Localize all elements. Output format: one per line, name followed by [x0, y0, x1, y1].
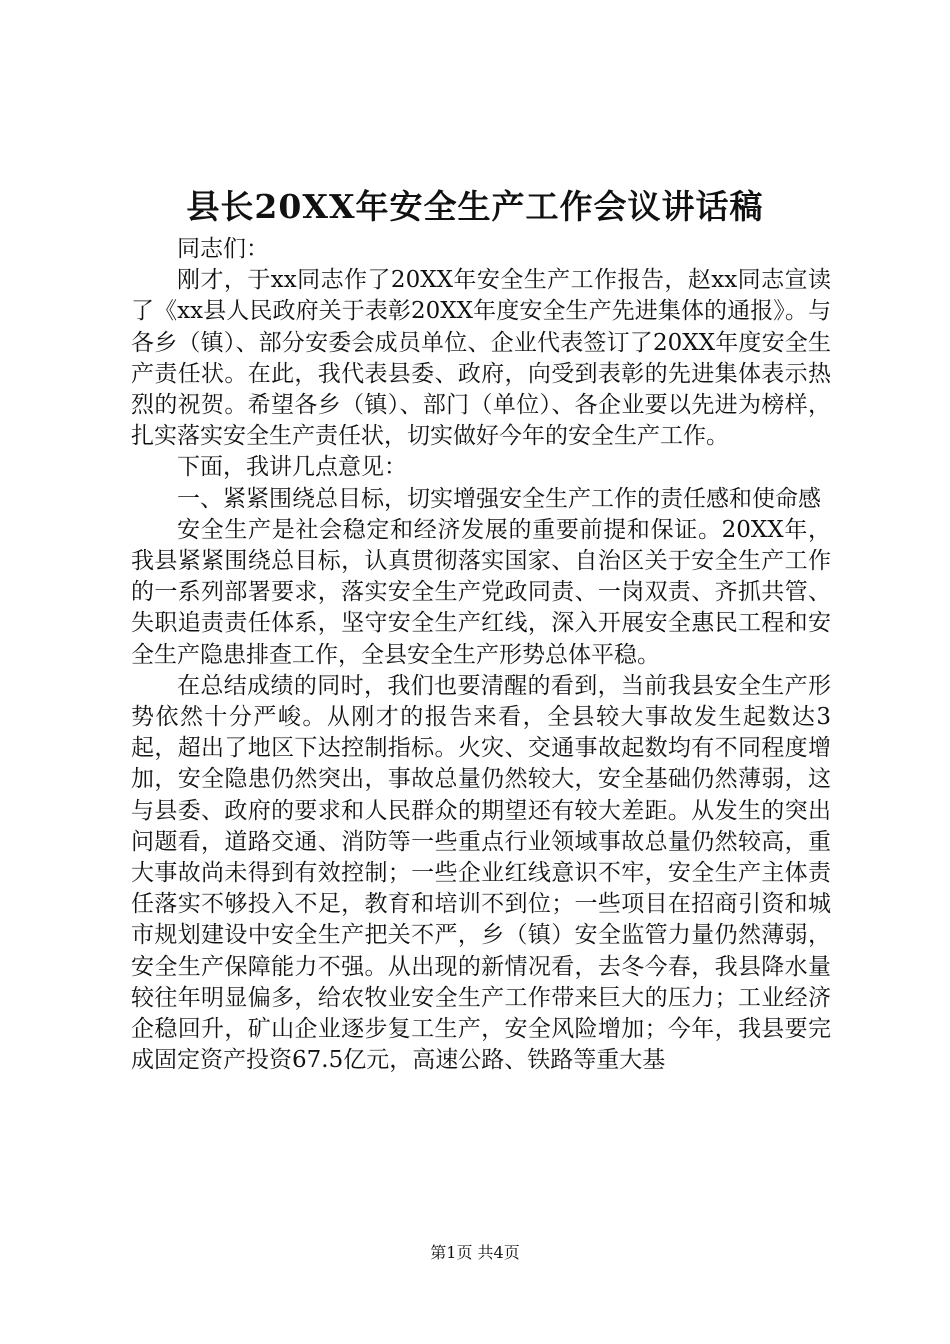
salutation-paragraph: 同志们： [177, 236, 269, 262]
document-body [131, 234, 831, 1076]
body-paragraph: 在总结成绩的同时，我们也要清醒的看到，当前我县安全生产形势依然十分严峻。从刚才的报告来看，全县较大事故发生起数达3起，超出了地区下达控制指标。火灾、交通事故起数均有不同程度增加，安全隐患仍然突出，事故总量仍然较大，安全基础仍然薄弱，这与县委、政府的要求和人民群众的期望还有较大差距。从发生的突出问题看，道路交通、消防等一些重点行业领域事故总量仍然较高，重大事故尚未得到有效控制；一些企业红线意识不牢，安全生产主体责任落实不够投入不足，教育和培训不到位；一些项目在招商引资和城市规划建设中安全生产把关不严，乡（镇）安全监管力量仍然薄弱，安全生产保障能力不强。从出现的新情况看，去冬今春，我县降水量较往年明显偏多，给农牧业安全生产工作带来巨大的压力；工业经济企稳回升，矿山企业逐步复工生产，安全风险增加；今年，我县要完成固定资产投资67.5亿元，高速公路、铁路等重大基 [131, 672, 831, 1074]
section-heading: 一、紧紧围绕总目标，切实增强安全生产工作的责任感和使命感 [177, 485, 821, 512]
body-paragraph: 下面，我讲几点意见： [177, 454, 407, 481]
body-paragraph: 安全生产是社会稳定和经济发展的重要前提和保证。20XX年，我县紧紧围绕总目标，认真贯彻落实国家、自治区关于安全生产工作的一系列部署要求，落实安全生产党政同责、一岗双责、齐抓共管、失职追责责任体系，坚守安全生产红线，深入开展安全惠民工程和安全生产隐患排查工作，全县安全生产形势总体平稳。 [131, 516, 831, 668]
document-title: 县长20XX年安全生产工作会议讲话稿 [186, 187, 764, 226]
page-number-footer: 第1页 共4页 [430, 1243, 520, 1262]
body-paragraph: 刚才，于xx同志作了20XX年安全生产工作报告，赵xx同志宣读了《xx县人民政府关于表彰20XX年度安全生产先进集体的通报》。与各乡（镇）、部分安委会成员单位、企业代表签订了20XX年度安全生产责任状。在此，我代表县委、政府，向受到表彰的先进集体表示热烈的祝贺。希望各乡（镇）、部门（单位）、各企业要以先进为榜样，扎实落实安全生产责任状，切实做好今年的安全生产工作。 [131, 267, 831, 450]
